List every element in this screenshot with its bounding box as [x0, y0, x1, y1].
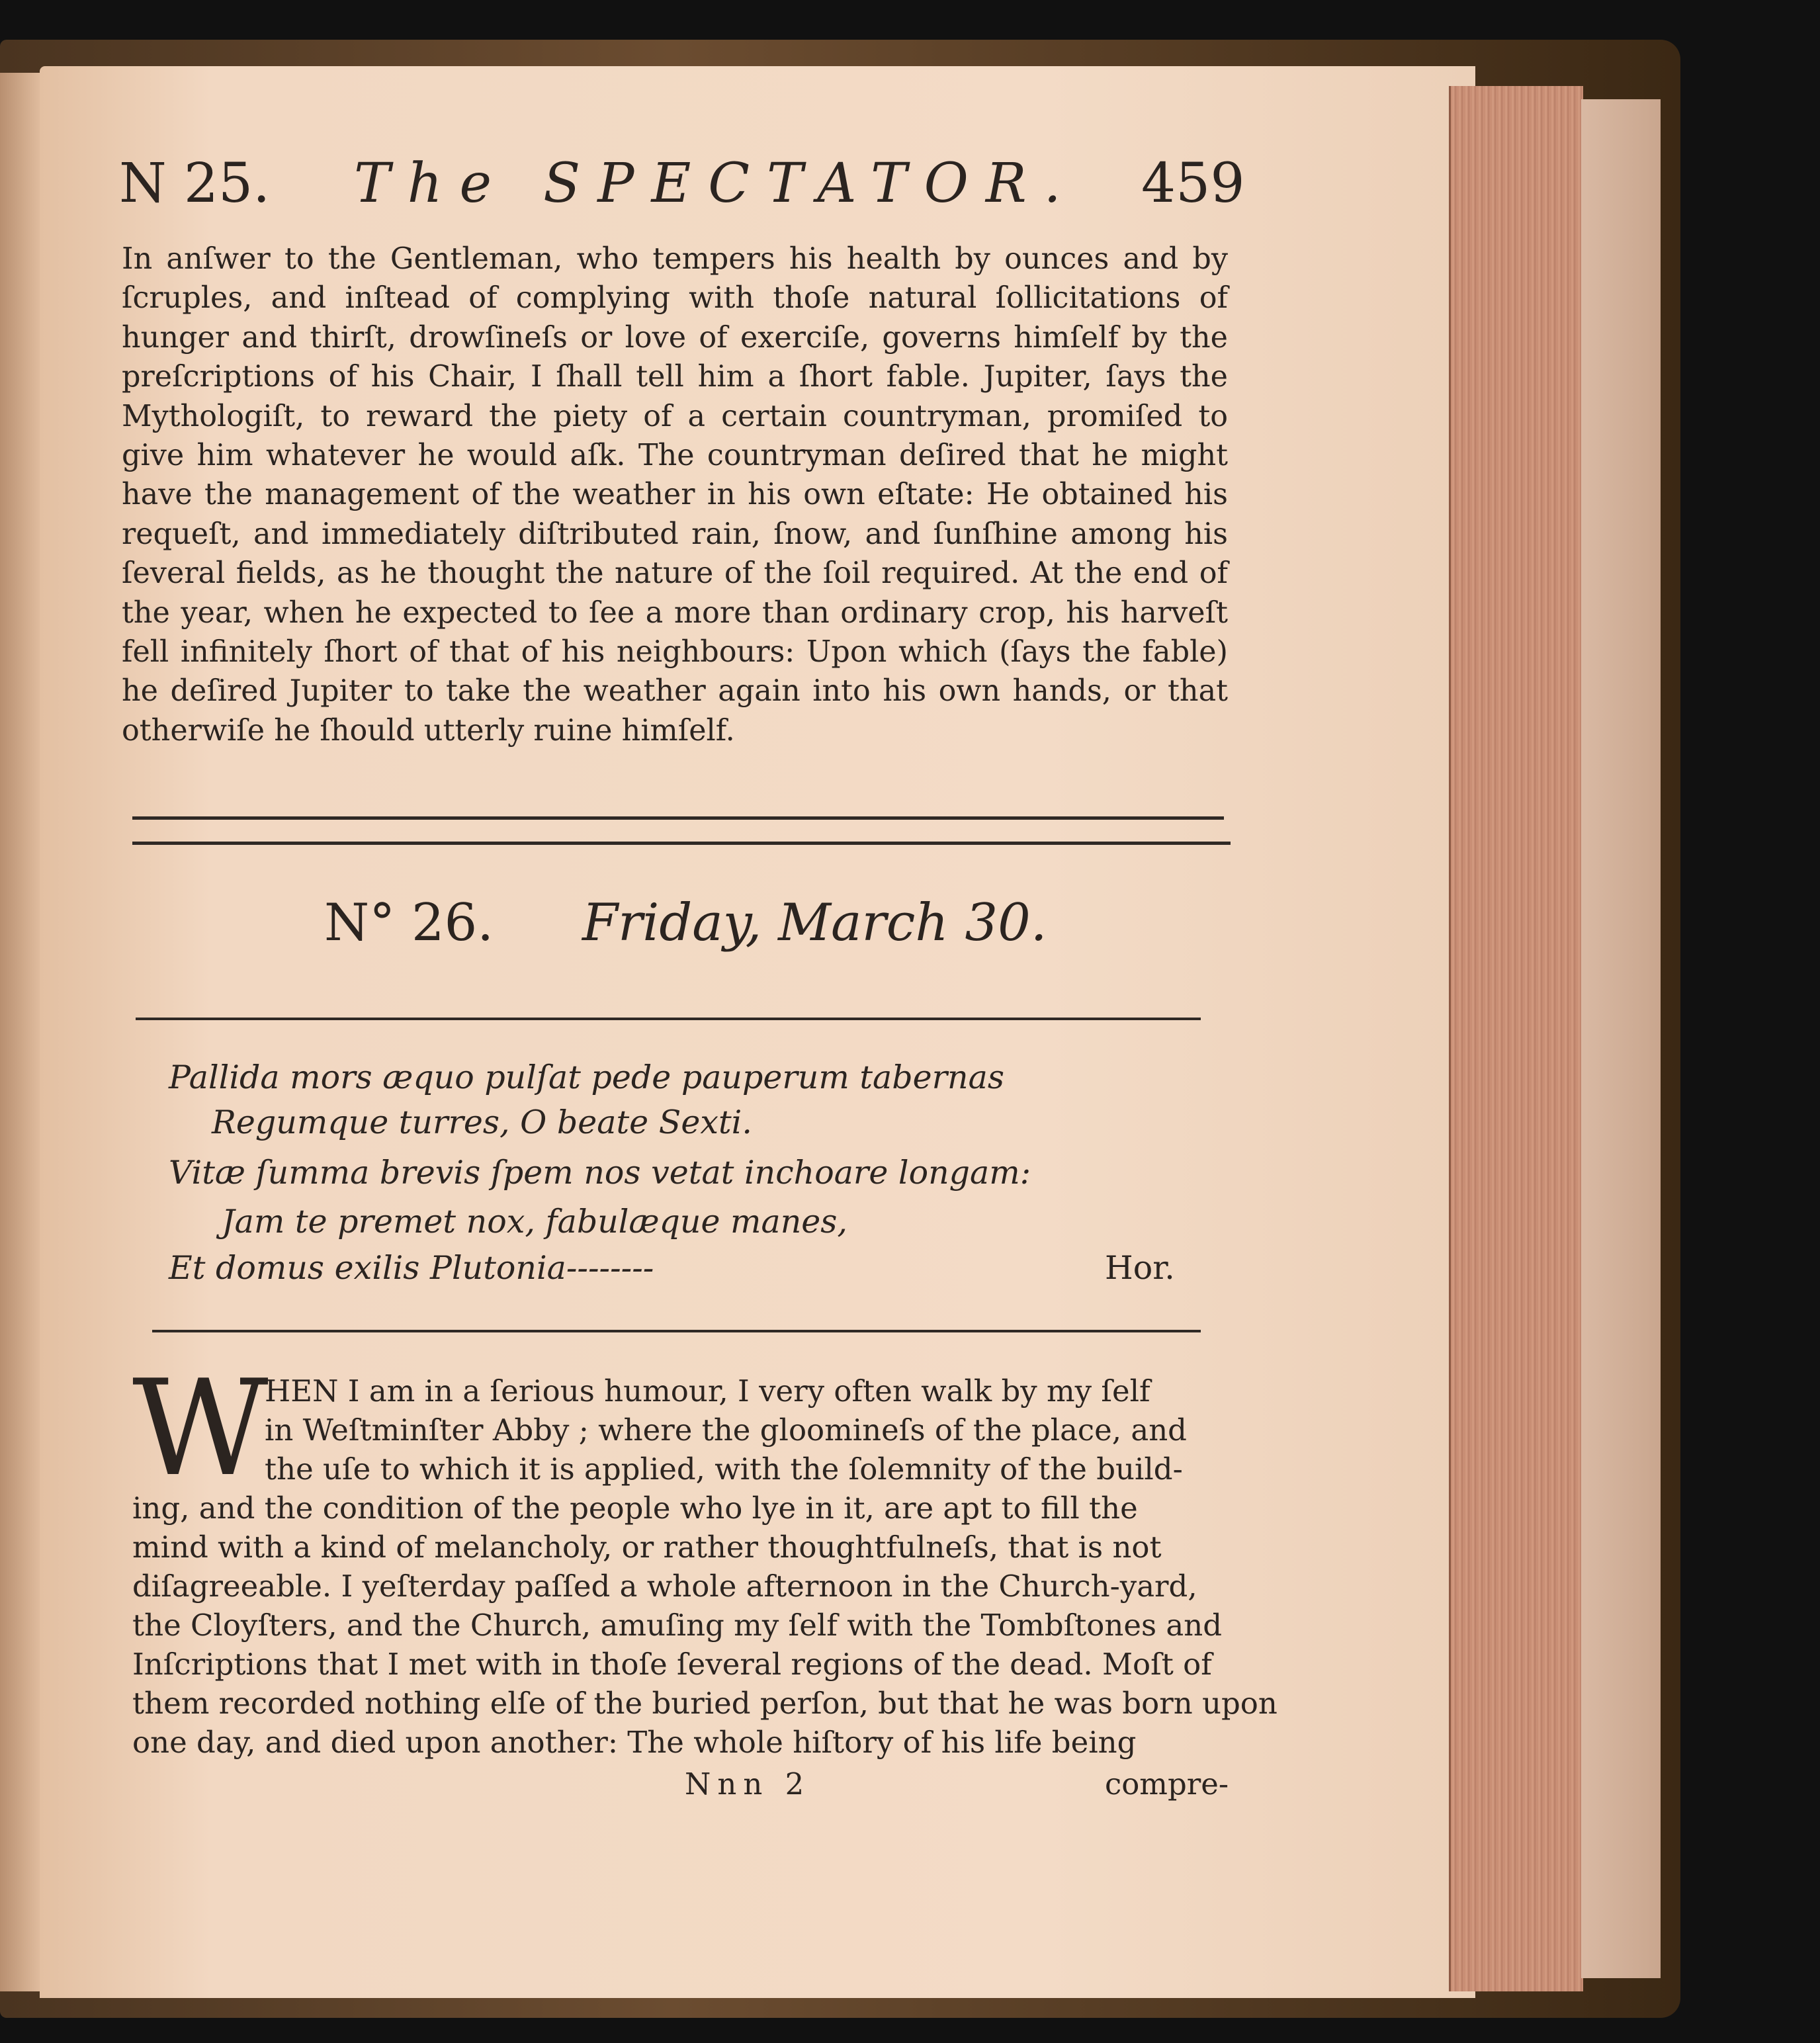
essay-line: Inſcriptions that I met with in thoſe ſeveral regions of the dead. Moſt of [132, 1647, 1212, 1682]
running-head-number: N 25. [119, 152, 271, 215]
motto-attribution: Hor. [1105, 1249, 1175, 1287]
motto-line: Pallida mors æquo pulſat pede pauperum tabernas [169, 1059, 1004, 1096]
motto-line: Jam te premet nox, fabulæque manes, [222, 1203, 847, 1240]
divider-rule-bottom [132, 842, 1231, 845]
motto-rule-top [136, 1018, 1201, 1020]
essay-line: ing, and the condition of the people who lye in it, are apt to fill the [132, 1491, 1138, 1526]
catchword: compre- [1105, 1766, 1229, 1802]
essay-line: in Weſtminſter Abby ; where the gloomineſs of the place, and [265, 1413, 1187, 1448]
running-head-title: The SPECTATOR. [354, 152, 1078, 215]
signature-mark: Nnn 2 [685, 1766, 811, 1802]
essay-line: them recorded nothing elſe of the buried perſon, but that he was born upon [132, 1686, 1278, 1721]
board-edge [1581, 99, 1661, 1978]
issue-date: Friday, March 30. [582, 893, 1047, 953]
drop-cap: W [132, 1352, 269, 1506]
issue-number: N° 26. [324, 893, 494, 953]
essay-line: mind with a kind of melancholy, or rather thoughtfulneſs, that is not [132, 1530, 1162, 1565]
essay-line: HEN I am in a ſerious humour, I very often walk by my ſelf [265, 1373, 1150, 1409]
prior-paragraph: In anſwer to the Gentleman, who tempers his health by ounces and by ſcruples, and inſtead of complying with thoſe natural ſollicitations of hunger and thirſt, drowſineſs or love of exerciſe, governs himſelf by the preſcriptions of his Chair, I ſhall tell him a ſhort fable. Jupiter, ſays the Mythologiſt, to reward the piety of a certain countryman, promiſed to give him whatever he would aſk. The countryman deſired that he might have the management of the weather in his own eſtate: He obtained his requeſt, and immediately diſtributed rain, ſnow, and ſunſhine among his ſeveral fields, as he thought the nature of the ſoil required. At the end of the year, when he expected to ſee a more than ordinary crop, his harveſt fell infinitely ſhort of that of his neighbours: Upon which (ſays the fable) he deſired Jupiter to take the weather again into his own hands, or that otherwiſe he ſhould utterly ruine himſelf. [122, 242, 1228, 748]
page-edges [1449, 86, 1583, 1991]
motto-rule-bottom [152, 1330, 1201, 1332]
essay-line: the Cloyſters, and the Church, amuſing my ſelf with the Tombſtones and [132, 1608, 1223, 1643]
page-number: 459 [1141, 152, 1245, 215]
essay-line: diſagreeable. I yeſterday paſſed a whole afternoon in the Church-yard, [132, 1569, 1197, 1604]
divider-rule-top [132, 816, 1224, 820]
motto-line: Et domus exilis Plutonia-------- [169, 1249, 654, 1287]
motto-line: Regumque turres, O beate Sexti. [212, 1104, 752, 1141]
essay-line: the uſe to which it is applied, with the ſolemnity of the build- [265, 1452, 1183, 1487]
motto-line: Vitæ ſumma brevis ſpem nos vetat inchoare longam: [169, 1154, 1031, 1192]
essay-line: one day, and died upon another: The whole hiſtory of his life being [132, 1725, 1137, 1760]
